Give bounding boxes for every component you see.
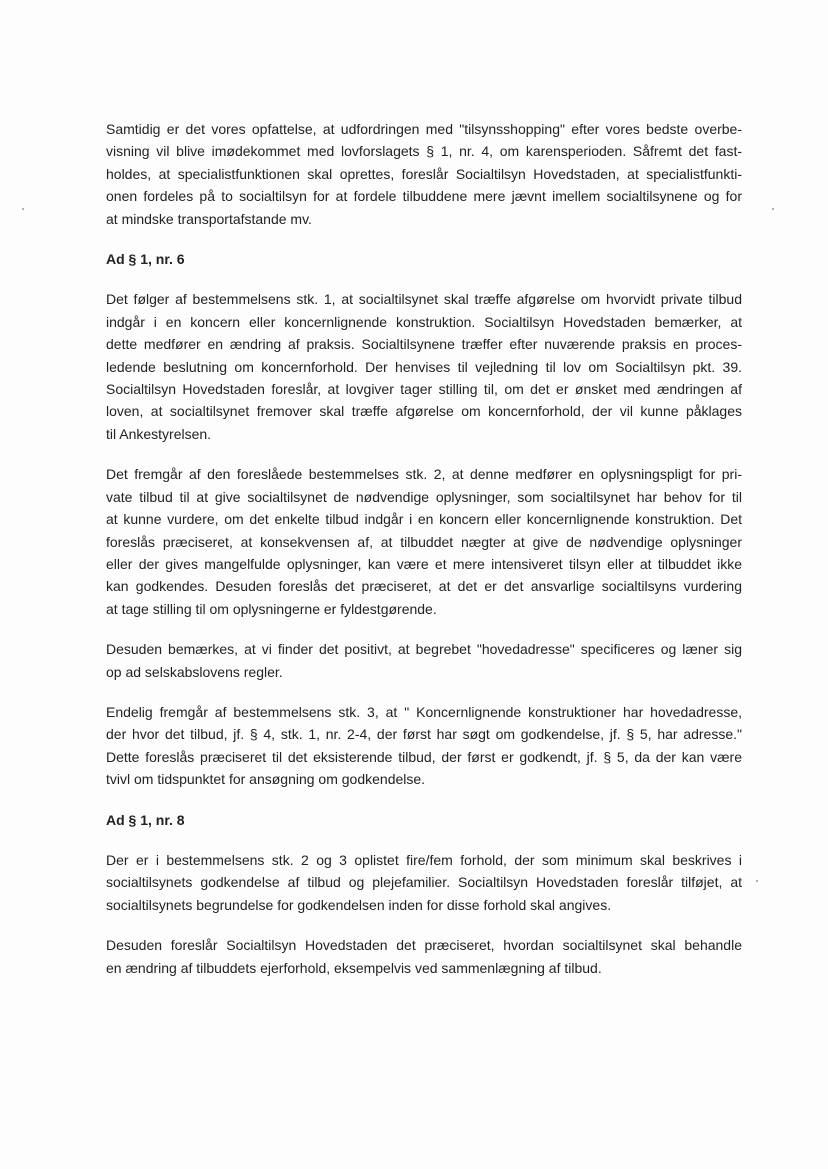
- text-line: tvivl om tidspunktet for ansøgning om godkendelse.: [106, 771, 426, 788]
- text-line: en ændring af tilbuddets ejerforhold, eksempelvis ved sammenlægning af tilbud.: [106, 959, 602, 976]
- document-body: [106, 118, 742, 997]
- text-line: foreslås præciseret, at konsekvensen af, at tilbuddet nægter at give de nødvendige oplysninger: [106, 533, 742, 550]
- text-line: socialtilsynets godkendelse af tilbud og plejefamilier. Socialtilsyn Hovedstaden foreslår tilføjet, at: [106, 874, 742, 891]
- paragraph-ejerforhold: [106, 934, 742, 979]
- text-line: Desuden bemærkes, at vi finder det positivt, at begrebet "hovedadresse" specificeres og læner sig: [106, 641, 742, 658]
- text-line: at kunne vurdere, om det enkelte tilbud indgår i en koncern eller koncernlignende konstruktion. Det: [106, 511, 742, 528]
- paragraph-stk-3-koncernlignende: [106, 701, 742, 791]
- scan-speck-right: [772, 208, 774, 210]
- text-line: visning vil blive imødekommet med lovforslagets § 1, nr. 4, om karensperioden. Såfremt det fast-: [106, 143, 742, 160]
- text-line: loven, at socialtilsynet fremover skal træffe afgørelse om koncernforhold, der vil kunne påklages: [106, 403, 742, 420]
- text-line: Der er i bestemmelsens stk. 2 og 3 oplistet fire/fem forhold, der som minimum skal beskrives i: [106, 851, 742, 868]
- text-line: indgår i en koncern eller koncernlignende konstruktion. Socialtilsyn Hovedstaden bemærker, at: [106, 313, 742, 330]
- paragraph-tilsynsshopping: [106, 118, 742, 230]
- text-line: Det fremgår af den foreslåede bestemmelses stk. 2, at denne medfører en oplysningspligt for pri-: [106, 466, 742, 483]
- text-line: at mindske transportafstande mv.: [106, 210, 312, 227]
- text-line: Samtidig er det vores opfattelse, at udfordringen med "tilsynsshopping" efter vores bedste overbe-: [106, 121, 742, 137]
- text-line: ledende beslutning om koncernforhold. Der henvises til vejledning til lov om Socialtilsyn pkt. 39.: [106, 358, 742, 375]
- text-line: der hvor det tilbud, jf. § 4, stk. 1, nr. 2-4, der først har søgt om godkendelse, jf. § 5, har adresse.": [106, 726, 742, 743]
- text-line: dette medfører en ændring af praksis. Socialtilsynene træffer efter nuværende praksis en proces-: [106, 336, 742, 353]
- text-line: Desuden foreslår Socialtilsyn Hovedstaden det præciseret, hvordan socialtilsynet skal behandle: [106, 937, 742, 954]
- text-line: vate tilbud til at give socialtilsynet de nødvendige oplysninger, som socialtilsynet har behov for til: [106, 488, 742, 505]
- paragraph-hovedadresse: [106, 638, 742, 683]
- text-line: Det følger af bestemmelsens stk. 1, at socialtilsynet skal træffe afgørelse om hvorvidt private tilbud: [106, 291, 742, 308]
- text-line: til Ankestyrelsen.: [106, 425, 212, 442]
- heading-ad-1-nr-6: Ad § 1, nr. 6: [106, 251, 185, 268]
- scan-speck-left: [22, 208, 24, 210]
- text-line: holdes, at specialistfunktionen skal oprettes, foreslår Socialtilsyn Hovedstaden, at specialistfunkti-: [106, 165, 742, 182]
- text-line: Dette foreslås præciseret til det eksisterende tilbud, der først er godkendt, jf. § 5, da der kan være: [106, 748, 742, 765]
- paragraph-stk-1-afgoerelse: [106, 288, 742, 445]
- text-line: socialtilsynets begrundelse for godkendelsen inden for disse forhold skal angives.: [106, 896, 612, 913]
- text-line: eller der gives mangelfulde oplysninger, kan være et mere intensiveret tilsyn eller at tilbuddet ikke: [106, 555, 742, 572]
- scan-speck-right-lower: [756, 880, 758, 882]
- text-line: kan godkendes. Desuden foreslås det præciseret, at det er det ansvarlige socialtilsyns vurdering: [106, 578, 742, 595]
- text-line: Endelig fremgår af bestemmelsens stk. 3, at " Koncernlignende konstruktioner har hovedadresse,: [106, 703, 742, 720]
- heading-ad-1-nr-8: Ad § 1, nr. 8: [106, 811, 185, 828]
- text-line: at tage stilling til om oplysningerne er fyldestgørende.: [106, 600, 437, 617]
- text-line: Socialtilsyn Hovedstaden foreslår, at lovgiver tager stilling til, om det er ønsket med ændringen af: [106, 381, 742, 398]
- text-line: onen fordeles på to socialtilsyn for at fordele tilbuddene mere jævnt imellem socialtilsynene og for: [106, 188, 742, 205]
- text-line: op ad selskabslovens regler.: [106, 663, 283, 680]
- paragraph-stk-2-oplysningspligt: [106, 463, 742, 620]
- paragraph-stk-2-og-3-forhold: [106, 849, 742, 916]
